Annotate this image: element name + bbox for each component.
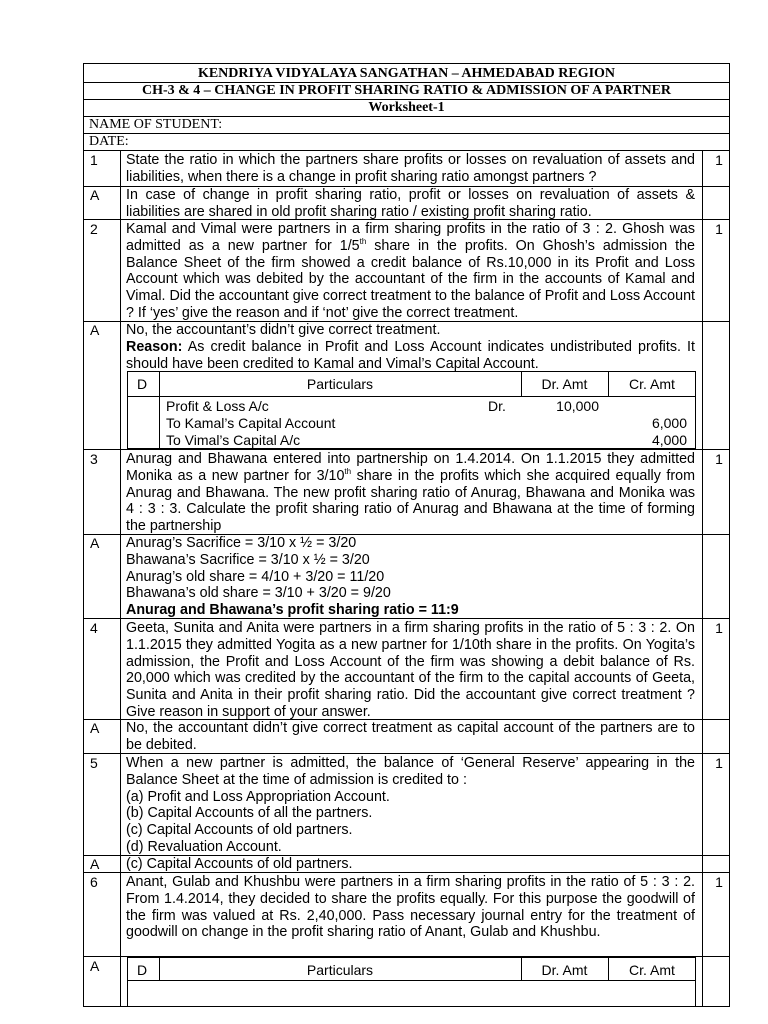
- answer-3-label: A: [90, 535, 100, 551]
- journal-entry-table-q2: [127, 371, 696, 449]
- answer-1-text: In case of change in profit sharing ratio, profit or losses on revaluation of assets & liabilities are shared in old profit sharing ratio / existing profit sharing ratio.: [126, 187, 695, 220]
- answer-3-text: Anurag’s Sacrifice = 3/10 x ½ = 3/20 Bhawana’s Sacrifice = 3/10 x ½ = 3/20 Anurag’s old share = 4/10 + 3/20 = 11/20 Bhawana’s old share = 3/10 + 3/20 = 9/20 Anurag and Bhawana’s profit sharing ratio = 11:9: [126, 535, 459, 619]
- student-name-label: NAME OF STUDENT:: [89, 117, 223, 132]
- answer-2-text: No, the accountant’s didn’t give correct treatment. Reason: As credit balance in Profit and Loss Account indicates undistributed profits. It should have been credited to Kamal and Vimal’s Capital Account.: [126, 322, 695, 372]
- question-4-number: 4: [90, 620, 98, 636]
- worksheet-table: [83, 63, 730, 1007]
- answer-6-label: A: [90, 958, 100, 974]
- question-6-number: 6: [90, 874, 98, 890]
- question-6-text: Anant, Gulab and Khushbu were partners in a firm sharing profits in the ratio of 5 : 3 : 2. From 1.4.2014, they decided to share the profits equally. For this purpose the goodwill of the firm was valued at Rs. 2,40,000. Pass necessary journal entry for the treatment of goodwill on change in the profit sharing ratio of Anant, Gulab and Khushbu.: [126, 874, 695, 941]
- option-a: (a) Profit and Loss Appropriation Account.: [126, 788, 390, 805]
- answer-1-label: A: [90, 187, 100, 203]
- question-5-number: 5: [90, 755, 98, 771]
- journal-entry-1-dr: Dr.: [488, 398, 506, 414]
- question-1-text: State the ratio in which the partners share profits or losses on revaluation of assets and liabilities, when there is a change in profit sharing ratio amongst partners ?: [126, 152, 695, 185]
- question-5-text: When a new partner is admitted, the balance of ‘General Reserve’ appearing in the Balance Sheet at the time of admission is credited to : (a) Profit and Loss Appropriation Account. (b) Capital Accounts of all the partners. (c) Capital Accounts of old partners. (d) Revaluation Account.: [126, 755, 695, 855]
- question-3-marks: 1: [715, 451, 723, 467]
- journal-header-cr: Cr. Amt: [629, 376, 675, 392]
- option-c: (c) Capital Accounts of old partners.: [126, 822, 353, 839]
- option-b: (b) Capital Accounts of all the partners.: [126, 805, 373, 822]
- journal-entry-3: To Vimal’s Capital A/c: [166, 432, 301, 448]
- journal-entry-1-amount: 10,000: [556, 398, 599, 414]
- question-4-marks: 1: [715, 620, 723, 636]
- answer-4-label: A: [90, 720, 100, 736]
- answer-2-label: A: [90, 322, 100, 338]
- question-5-marks: 1: [715, 755, 723, 771]
- answer-4-text: No, the accountant didn’t give correct treatment as capital account of the partners are to be debited.: [126, 720, 695, 753]
- question-1-marks: 1: [715, 152, 723, 168]
- journal-header-dr: Dr. Amt: [541, 962, 588, 978]
- journal-entry-1: Profit & Loss A/c: [166, 398, 269, 414]
- answer-5-label: A: [90, 856, 100, 872]
- question-6-marks: 1: [715, 874, 723, 890]
- worksheet-title: Worksheet-1: [368, 100, 445, 115]
- journal-header-dr: Dr. Amt: [541, 376, 588, 392]
- journal-header-particulars: Particulars: [306, 376, 374, 392]
- answer-5-text: (c) Capital Accounts of old partners.: [126, 856, 353, 872]
- date-label: DATE:: [89, 134, 129, 149]
- journal-entry-2: To Kamal’s Capital Account: [166, 415, 336, 431]
- question-4-text: Geeta, Sunita and Anita were partners in a firm sharing profits in the ratio of 5 : 3 : 2. On 1.1.2015 they admitted Yogita as a new partner for 1/10th share in the profits. On Yogita’s admission, the Profit and Loss Account of the firm was showing a debit balance of Rs. 20,000 which was credited by the accountant of the firm to the capital accounts of Geeta, Sunita and Anita in their profit sharing ratio. Did the accountant give correct treatment ? Give reason in support of your answer.: [126, 620, 695, 720]
- option-d: (d) Revaluation Account.: [126, 838, 282, 855]
- journal-entry-2-amount: 6,000: [651, 415, 687, 431]
- question-3-text: Anurag and Bhawana entered into partnership on 1.4.2014. On 1.1.2015 they admitted Monika as a new partner for 3/10th share in the profits which she acquired equally from Anurag and Bhawana. The new profit sharing ratio of Anurag, Bhawana and Monika was 4 : 3 : 3. Calculate the profit sharing ratio of Anurag and Bhawana at the time of forming the partnership: [126, 451, 695, 535]
- journal-entry-table-q6: [127, 957, 696, 981]
- journal-header-cr: Cr. Amt: [629, 962, 675, 978]
- question-2-marks: 1: [715, 221, 723, 237]
- question-2-text: Kamal and Vimal were partners in a firm sharing profits in the ratio of 3 : 2. Ghosh was admitted as a new partner for 1/5th share in the profits. On Ghosh’s admission the Balance Sheet of the firm showed a credit balance of Rs.10,000 in its Profit and Loss Account which was debited by the accountant of the firm in the accounts of Kamal and Vimal. Did the accountant give correct treatment to the balance of Profit and Loss Account ? If ‘yes’ give the reason and if ‘not’ give the correct treatment.: [126, 221, 695, 321]
- journal-header-particulars: Particulars: [306, 962, 374, 978]
- question-1-number: 1: [90, 152, 98, 168]
- question-3-number: 3: [90, 451, 98, 467]
- question-2-number: 2: [90, 221, 98, 237]
- chapter-title: CH-3 & 4 – CHANGE IN PROFIT SHARING RATIO & ADMISSION OF A PARTNER: [141, 83, 672, 98]
- journal-header-d: D: [137, 962, 148, 978]
- journal-header-d: D: [137, 376, 148, 392]
- org-title: KENDRIYA VIDYALAYA SANGATHAN – AHMEDABAD REGION: [197, 66, 616, 81]
- journal-entry-3-amount: 4,000: [651, 432, 687, 448]
